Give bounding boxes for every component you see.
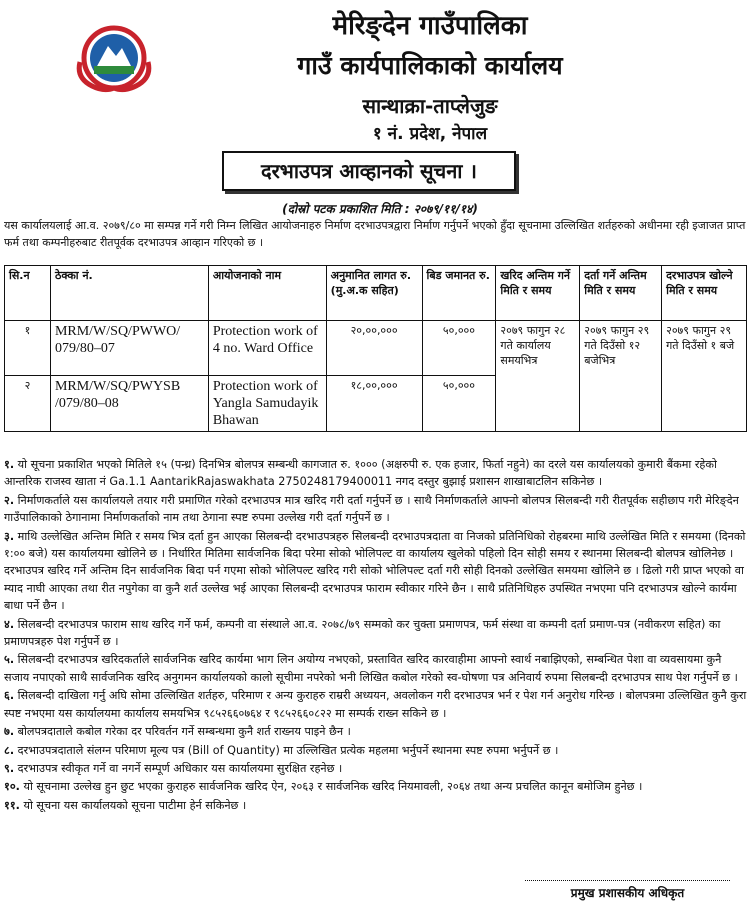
cell-opening: २०७९ फागुन २९ गते दिउँसो १ बजे xyxy=(662,321,747,432)
cell-submission-deadline: २०७९ फागुन २९ गते दिउँसो १२ बजेभित्र xyxy=(580,321,662,432)
cell-contract: MRM/W/SQ/PWWO/ 079/80–07 xyxy=(50,321,208,376)
cell-project: Protection work of Yangla Samudayik Bhawan xyxy=(208,376,326,432)
table-header-row xyxy=(5,266,747,321)
table-row xyxy=(5,321,747,376)
col-header-contract: ठेक्का नं. xyxy=(50,266,208,321)
tender-table xyxy=(4,265,747,432)
col-header-submission-deadline: दर्ता गर्ने अन्तिम मिति र समय xyxy=(580,266,662,321)
col-header-cost: अनुमानित लागत रु. (मु.अ.क सहित) xyxy=(326,266,422,321)
cell-bid-security: ५०,००० xyxy=(422,321,496,376)
province-country: १ नं. प्रदेश, नेपाल xyxy=(372,124,488,144)
list-item: ४. सिलबन्दी दरभाउपत्र फाराम साथ खरिद गर्ने फर्म, कम्पनी वा संस्थाले आ.व. २०७८/७९ सम्मको कर चुक्ता प्रमाणपत्र, फर्म संस्था वा कम्पनी दर्ता प्रमाण-पत्र (नवीकरण सहित) का प्रमाणपत्रहरु पेश गर्नुपर्ने छ । xyxy=(4,617,721,649)
col-header-opening: दरभाउपत्र खोल्ने मिति र समय xyxy=(662,266,747,321)
cell-bid-security: ५०,००० xyxy=(422,376,496,432)
list-item: १०. यो सूचनामा उल्लेख हुन छुट भएका कुराहरु सार्वजनिक खरिद ऐन, २०६३ र सार्वजनिक खरिद नियमावली, २०६४ तथा अन्य प्रचलित कानून बमोजिम हुनेछ । xyxy=(4,780,643,794)
list-item: ८. दरभाउपत्रदाताले संलग्न परिमाण मूल्य पत्र (Bill of Quantity) मा उल्लिखित प्रत्येक महलमा भर्नुपर्ने स्थानमा स्पष्ट रुपमा भर्नुपर्ने छ । xyxy=(4,743,559,757)
municipality-emblem xyxy=(70,22,158,94)
list-item: २. निर्माणकर्ताले यस कार्यालयले तयार गरी प्रमाणित गरेको दरभाउपत्र मात्र खरिद गरी दर्ता गर्नुपर्ने छ । साथै निर्माणकर्ताले आफ्नो बोलपत्र सिलबन्दी गरी रीतपूर्वक सहीछाप गरी मेरिङ्देन गाउँपालिकाको ठेगानामा निर्माणकर्ताको नाम तथा ठेगाना स्पष्ट रुपमा उल्लेख गरी दर्ता गर्नुपर्ने छ । xyxy=(4,493,739,525)
signatory-title: प्रमुख प्रशासकीय अधिकृत xyxy=(570,886,685,900)
signature-line xyxy=(525,880,730,881)
cell-sn: १ xyxy=(5,321,51,376)
list-item: ९. दरभाउपत्र स्वीकृत गर्ने वा नगर्ने सम्पूर्ण अधिकार यस कार्यालयमा सुरक्षित रहनेछ । xyxy=(4,761,343,775)
list-item: ५. सिलबन्दी दरभाउपत्र खरिदकर्ताले सार्वजनिक खरिद कार्यमा भाग लिन अयोग्य नभएको, प्रस्तावित खरिद कारवाहीमा आफ्नो स्वार्थ नबाझिएको, सम्बन्धित पेशा वा व्यवसायमा कुनै सजाय नपाएको साथै सार्वजनिक खरिद अनुगमन कार्यालयको कालो सूचीमा नपरेको भनी लिखित कबोल गरेको स्व-घोषणा पत्र अनिवार्य रुपमा सिलबन्दी दरभाउपत्र साथ पेश गर्नुपर्ने छ । xyxy=(4,653,738,684)
list-item: १. यो सूचना प्रकाशित भएको मितिले १५ (पन्ध्र) दिनभित्र बोलपत्र सम्बन्धी कागजात रु. १००० (अक्षरुपी रु. एक हजार, फिर्ता नहुने) का दरले यस कार्यालयको कुमारी बैंकमा रहेको आन्तरिक राजस्व खाता नं Ga.1.1 AantarikRajaswakhata 2750248179400011 नगद दस्तुर बुझाई प्रशासन शाखाबाटलिन सकिनेछ । xyxy=(4,458,717,489)
list-item: ११. यो सूचना यस कार्यालयको सूचना पाटीमा हेर्न सकिनेछ । xyxy=(4,798,247,812)
notice-title: दरभाउपत्र आव्हानको सूचना । xyxy=(222,151,516,191)
list-item: ६. सिलबन्दी दाखिला गर्नु अघि सोमा उल्लिखित शर्तहरु, परिमाण र अन्य कुराहरु राम्ररी अध्ययन, अवलोकन गरी दरभाउपत्र भर्न र पेश गर्न अनुरोध गरिन्छ । बोलपत्रमा उल्लिखित कुनै कुरा स्पष्ट नभएमा यस कार्यालयमा कार्यालय समयभित्र ९८५२६६०७६४ र ९८५२६६०८२२ मा सम्पर्क राख्न सकिने छ । xyxy=(4,689,747,720)
col-header-project: आयोजनाको नाम xyxy=(208,266,326,321)
intro-paragraph: यस कार्यालयलाई आ.व. २०७९/८० मा सम्पन्न गर्ने गरी निम्न लिखित आयोजनाहरु निर्माण दरभाउपत्रद्वारा निर्माण गर्नुपर्ने भएको हुँदा सूचनामा उल्लिखित शर्तहरुको अधीनमा रही इजाजत प्राप्त फर्म तथा कम्पनीहरुबाट रीतपूर्वक दरभाउपत्र आव्हान गरिएको छ । xyxy=(4,219,746,249)
municipality-name: मेरिङ्देन गाउँपालिका xyxy=(332,11,528,41)
office-address: सान्थाक्रा-ताप्लेजुङ xyxy=(362,94,498,118)
cell-contract: MRM/W/SQ/PWYSB /079/80–08 xyxy=(50,376,208,432)
cell-sn: २ xyxy=(5,376,51,432)
cell-project: Protection work of 4 no. Ward Office xyxy=(208,321,326,376)
office-name: गाउँ कार्यपालिकाको कार्यालय xyxy=(297,51,563,80)
col-header-bid-security: बिड जमानत रु. xyxy=(422,266,496,321)
list-item: ३. माथि उल्लेखित अन्तिम मिति र समय भित्र दर्ता हुन आएका सिलबन्दी दरभाउपत्रहरु सिलबन्दी दरभाउपत्रदाता वा निजको प्रतिनिधिको रोहबरमा माथि उल्लेखित मिति र समयमा (दिनको १:०० बजे) यस कार्यालयमा खोलिने छ । निर्धारित मितिमा सार्वजनिक बिदा परेमा सोको भोलिपल्ट वा कार्यालय खुलेको पहिलो दिन सोही समय र स्थानमा सिलबन्दी बोलपत्र खोलिनेछ । दरभाउपत्र खरिद गर्ने अन्तिम दिन सार्वजनिक बिदा पर्न गएमा सोको भोलिपल्ट खरिद गरी सोको भोलिपल्ट दर्ता गरी सोही दिनको उल्लेखित समयमा खोलिने छ । ढिलो गरी प्राप्त भएको वा म्याद नाघी आएका तथा रीत नपुगेका वा कुनै शर्त उल्लेख भई आएका सिलबन्दी दरभाउपत्र फाराम स्वीकार गरिने छैन । साथै प्रतिनिधिहरु उपस्थित नभएमा पनि दरभाउपत्र खोल्ने कार्यमा बाधा पर्ने छैन । xyxy=(4,529,746,613)
cell-purchase-deadline: २०७९ फागुन २८ गते कार्यालय समयभित्र xyxy=(496,321,580,432)
cell-cost: २०,००,००० xyxy=(326,321,422,376)
list-item: ७. बोलपत्रदाताले कबोल गरेका दर परिवर्तन गर्ने सम्बन्धमा कुनै शर्त राख्नय पाइने छैन । xyxy=(4,725,351,739)
col-header-sn: सि.न xyxy=(5,266,51,321)
terms-list xyxy=(4,456,747,815)
cell-cost: १८,००,००० xyxy=(326,376,422,432)
publish-date: (दोस्रो पटक प्रकाशित मिति : २०७९/११/१४) xyxy=(282,202,478,216)
col-header-purchase-deadline: खरिद अन्तिम गर्ने मिति र समय xyxy=(496,266,580,321)
